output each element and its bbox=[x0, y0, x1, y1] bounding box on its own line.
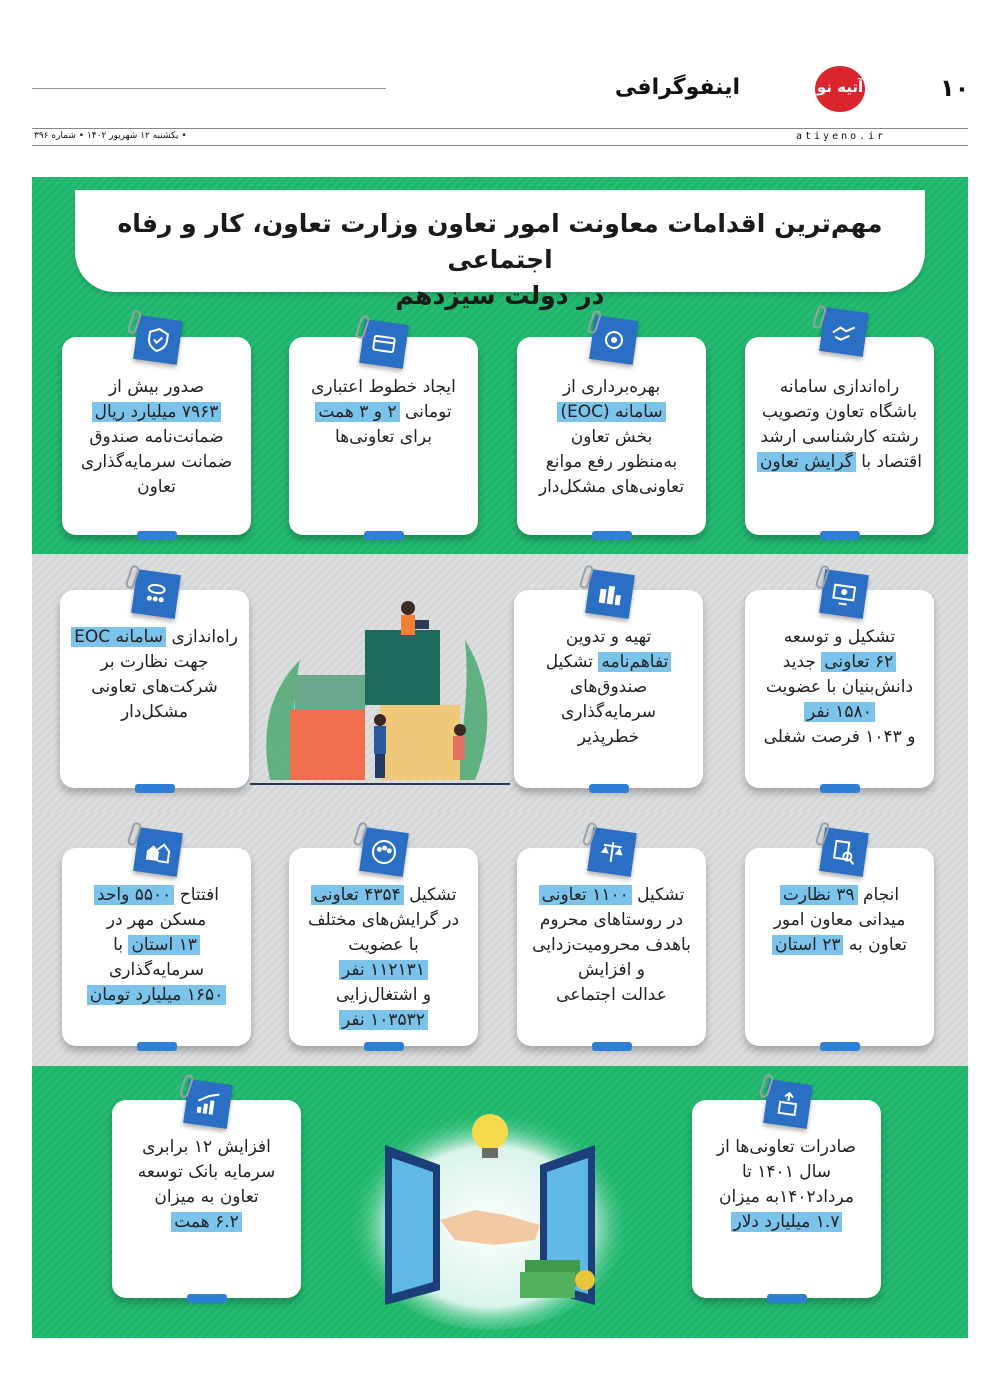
building-chart-icon bbox=[585, 569, 635, 619]
card-rural-cooperatives: تشکیل ۱۱۰۰ تعاونی در روستاهای محروم باهدف محرومیت‌زدایی و افزایش عدالت اجتماعی bbox=[517, 848, 706, 1046]
card-credit-lines: ایجاد خطوط اعتباری تومانی ۲ و ۳ همت برای تعاونی‌ها bbox=[289, 337, 478, 535]
card-exports: صادرات تعاونی‌ها از سال ۱۴۰۱ تا مرداد۱۴۰۲به میزان ۱.۷ میلیارد دلار bbox=[692, 1100, 881, 1298]
puzzle-teamwork-illustration bbox=[250, 580, 510, 790]
card-eoc-supervision: راه‌اندازی سامانه EOC جهت نظارت بر شرکت‌های تعاونی مشکل‌دار bbox=[60, 590, 249, 788]
justice-scale-icon bbox=[587, 827, 637, 877]
bottom-rule bbox=[32, 145, 968, 146]
people-group-icon bbox=[359, 827, 409, 877]
issue-date-line: • یکشنبه ۱۲ شهریور ۱۴۰۲ • شماره ۳۹۶ bbox=[34, 131, 187, 141]
infographic-title: مهم‌ترین اقدامات معاونت امور تعاون وزارت تعاون، کار و رفاه اجتماعی در دولت سیزدهم bbox=[117, 209, 883, 310]
houses-icon bbox=[133, 827, 183, 877]
card-cooperatives-formed: تشکیل ۴۳۵۴ تعاونی در گرایش‌های مختلف با عضویت ۱۱۲۱۳۱ نفر و اشتغال‌زایی ۱۰۳۵۳۲ نفر bbox=[289, 848, 478, 1046]
handshake-deal-illustration bbox=[345, 1090, 635, 1330]
newspaper-logo[interactable] bbox=[815, 66, 865, 112]
card-knowledge-based: تشکیل و توسعه ۶۲ تعاونی جدید دانش‌بنیان با عضویت ۱۵۸۰ نفر و ۱۰۴۳ فرصت شغلی bbox=[745, 590, 934, 788]
header-divider bbox=[32, 88, 386, 89]
section-title: اینفوگرافی bbox=[614, 75, 740, 100]
card-inspections: انجام ۳۹ نظارت میدانی معاون امور تعاون به ۲۳ استان bbox=[745, 848, 934, 1046]
card-eoc-system: بهره‌برداری از سامانه (EOC) بخش تعاون به‌منظور رفع موانع تعاونی‌های مشکل‌دار bbox=[517, 337, 706, 535]
card-bank-capital: افزایش ۱۲ برابری سرمایه بانک توسعه تعاون به میزان ۶.۲ همت bbox=[112, 1100, 301, 1298]
card-cooperative-club: راه‌اندازی سامانه باشگاه تعاون وتصویب رشته کارشناسی ارشد اقتصاد با گرایش تعاون bbox=[745, 337, 934, 535]
infographic-title-box bbox=[75, 190, 925, 310]
card-mou: تهیه و تدوین تفاهم‌نامه تشکیل صندوق‌های سرمایه‌گذاری خطرپذیر bbox=[514, 590, 703, 788]
shield-certificate-icon bbox=[133, 315, 183, 365]
page-number: ۱۰ bbox=[940, 74, 970, 102]
top-rule bbox=[32, 128, 968, 129]
card-guarantee: صدور بیش از ۷۹۶۳ میلیارد ریال ضمانت‌نامه صندوق ضمانت سرمایه‌گذاری تعاون bbox=[62, 337, 251, 535]
eye-team-icon bbox=[131, 569, 181, 619]
handshake-hand-icon bbox=[819, 307, 869, 357]
logo-text: آتیه نو bbox=[816, 78, 864, 96]
site-url[interactable]: atiyeno.ir bbox=[796, 131, 887, 142]
card-housing: افتتاح ۵۵۰۰ واحد مسکن مهر در ۱۳ استان با سرمایه‌گذاری ۱۶۵۰ میلیارد تومان bbox=[62, 848, 251, 1046]
